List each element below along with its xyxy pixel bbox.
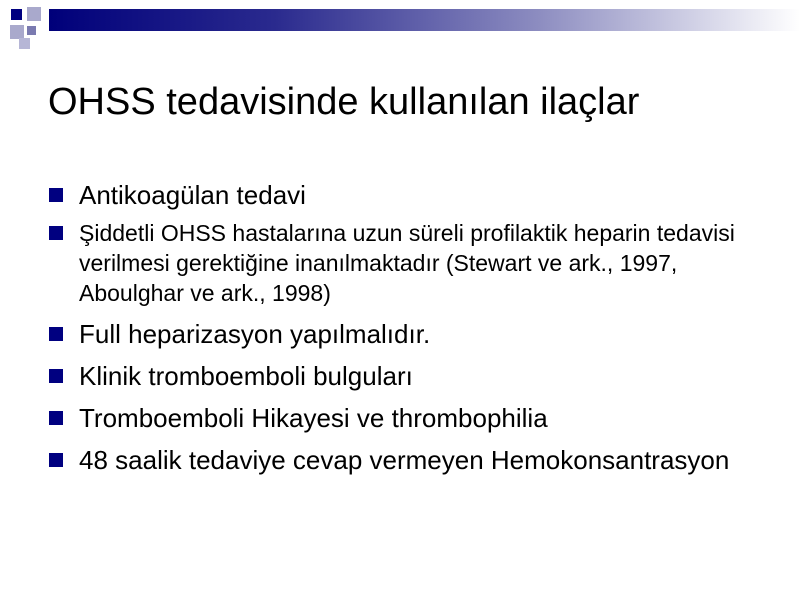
square-bullet-icon (49, 411, 63, 425)
bullet-text: Şiddetli OHSS hastalarına uzun süreli profilaktik heparin tedavisi verilmesi gerektiğine inanılmaktadır (Stewart ve ark., 1997, Aboulghar ve ark., 1998) (79, 220, 735, 306)
bullet-text: Tromboemboli Hikayesi ve thrombophilia (79, 403, 548, 433)
bullet-text: Full heparizasyon yapılmalıdır. (79, 319, 431, 349)
bullet-text: Klinik tromboemboli bulguları (79, 361, 413, 391)
header-square (27, 7, 41, 21)
header-gradient-band (49, 9, 800, 31)
header-square (27, 26, 36, 35)
header-square (11, 9, 22, 20)
header-decoration (0, 0, 800, 60)
square-bullet-icon (49, 226, 63, 240)
square-bullet-icon (49, 188, 63, 202)
bullet-item (48, 218, 768, 308)
header-square (19, 38, 30, 49)
bullet-item (48, 443, 768, 477)
bullet-item (48, 401, 768, 435)
square-bullet-icon (49, 327, 63, 341)
bullet-item (48, 178, 768, 212)
square-bullet-icon (49, 369, 63, 383)
square-bullet-icon (49, 453, 63, 467)
header-square (10, 25, 24, 39)
bullet-item (48, 359, 768, 393)
slide-title: OHSS tedavisinde kullanılan ilaçlar (48, 81, 640, 123)
bullet-text: Antikoagülan tedavi (79, 180, 306, 210)
bullet-list (48, 178, 768, 477)
bullet-item (48, 317, 768, 351)
bullet-text: 48 saalik tedaviye cevap vermeyen Hemokonsantrasyon (79, 445, 730, 475)
